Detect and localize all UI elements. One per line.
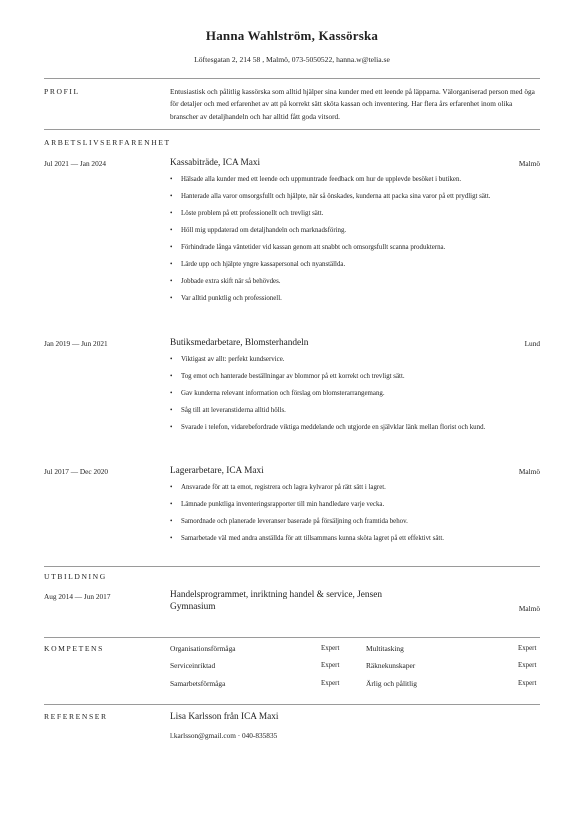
bullet-item: • Gav kunderna relevant information och förslag om blomsterarrangemang. [170, 389, 544, 398]
job-dates: Jul 2017 — Dec 2020 [44, 467, 109, 476]
skill-level: Expert [518, 680, 537, 687]
bullet-item: • Samarbetade väl med andra anställda för att tillsammans kunna sköta lagret på ett effektivt sätt. [170, 534, 544, 543]
candidate-name: Hanna Wahlström, Kassörska [205, 28, 379, 43]
job-title: Butiksmedarbetare, Blomsterhandeln [170, 338, 309, 348]
bullet-item: • Löste problem på ett professionellt och trevligt sätt. [170, 209, 544, 218]
divider [44, 566, 540, 567]
skill-name: Ärlig och pålitlig [366, 679, 417, 688]
job-dates: Jul 2021 — Jan 2024 [44, 159, 107, 168]
education-heading: UTBILDNING [44, 572, 107, 581]
skill-name: Multitasking [366, 644, 404, 653]
skills-heading: KOMPETENS [44, 644, 104, 653]
education-dates: Aug 2014 — Jun 2017 [44, 592, 111, 601]
divider [44, 78, 540, 79]
bullet-item: • Höll mig uppdaterad om detaljhandeln och marknadsföring. [170, 226, 544, 235]
references-heading: REFERENSER [44, 712, 108, 721]
skill-level: Expert [321, 680, 340, 687]
profile-summary: Entusiastisk och pålitlig kassörska som alltid hjälper sina kunder med ett leende på läpparna. Välorganiserad person med öga för detaljer och med erfarenhet av att på korrekt sätt sköta kassan och inventering. Har flera års erfarenhet inom olika branscher av detaljhandeln och har alltid fått goda vitsord. [170, 87, 535, 121]
bullet-item: • Såg till att leveranstiderna alltid hölls. [170, 406, 544, 415]
divider [44, 704, 540, 705]
job-title: Lagerarbetare, ICA Maxi [170, 466, 264, 476]
job-bullets [170, 483, 544, 551]
job-location: Malmö [518, 467, 540, 476]
education-title: Handelsprogrammet, inriktning handel & service, Jensen Gymnasium [170, 590, 382, 612]
skill-level: Expert [518, 662, 537, 669]
skill-level: Expert [321, 662, 340, 669]
bullet-item: • Hälsade alla kunder med ett leende och uppmuntrade feedback om hur de upplevde besöket i butiken. [170, 175, 544, 184]
job-dates: Jan 2019 — Jun 2021 [44, 339, 108, 348]
job-title: Kassabiträde, ICA Maxi [170, 158, 261, 168]
bullet-item: • Jobbade extra skift när så behövdes. [170, 277, 544, 286]
bullet-item: • Svarade i telefon, vidarebefordrade viktiga meddelande och utgjorde en självklar länk mellan florist och kund. [170, 423, 544, 432]
contact-line: Löftesgatan 2, 214 58 , Malmö, 073-5050522, hanna.w@telia.se [194, 55, 390, 64]
bullet-item: • Viktigast av allt: perfekt kundservice. [170, 355, 544, 364]
skill-level: Expert [321, 645, 340, 652]
skill-name: Serviceinriktad [170, 661, 216, 670]
experience-heading: ARBETSLIVSERFARENHET [44, 138, 171, 147]
bullet-item: • Var alltid punktlig och professionell. [170, 294, 544, 303]
reference-contact: l.karlsson@gmail.com · 040-835835 [170, 731, 278, 740]
education-location: Malmö [518, 604, 540, 613]
skill-name: Samarbetsförmåga [170, 679, 226, 688]
job-location: Lund [524, 339, 540, 348]
job-location: Malmö [518, 159, 540, 168]
bullet-item: • Lärde upp och hjälpte yngre kassapersonal och nyanställda. [170, 260, 544, 269]
bullet-item: • Ansvarade för att ta emot, registrera och lagra kylvaror på rätt sätt i lagret. [170, 483, 544, 492]
bullet-item: • Förhindrade långa väntetider vid kassan genom att snabbt och omsorgsfullt scanna produkterna. [170, 243, 544, 252]
skill-level: Expert [518, 645, 537, 652]
job-bullets [170, 355, 544, 440]
reference-name: Lisa Karlsson från ICA Maxi [170, 712, 279, 722]
job-bullets [170, 175, 544, 311]
bullet-item: • Hanterade alla varor omsorgsfullt och hjälpte, när så önskades, kunderna att packa sina varor på ett prydligt sätt. [170, 192, 544, 201]
skill-name: Räknekunskaper [366, 661, 416, 670]
bullet-item: • Tog emot och hanterade beställningar av blommor på ett korrekt och trevligt sätt. [170, 372, 544, 381]
bullet-item: • Lämnade punktliga inventeringsrapporter till min handledare varje vecka. [170, 500, 544, 509]
divider [44, 129, 540, 130]
divider [44, 637, 540, 638]
bullet-item: • Samordnade och planerade leveranser baserade på försäljning och framtida behov. [170, 517, 544, 526]
skill-name: Organisationsförmåga [170, 644, 236, 653]
profile-heading: PROFIL [44, 87, 80, 96]
